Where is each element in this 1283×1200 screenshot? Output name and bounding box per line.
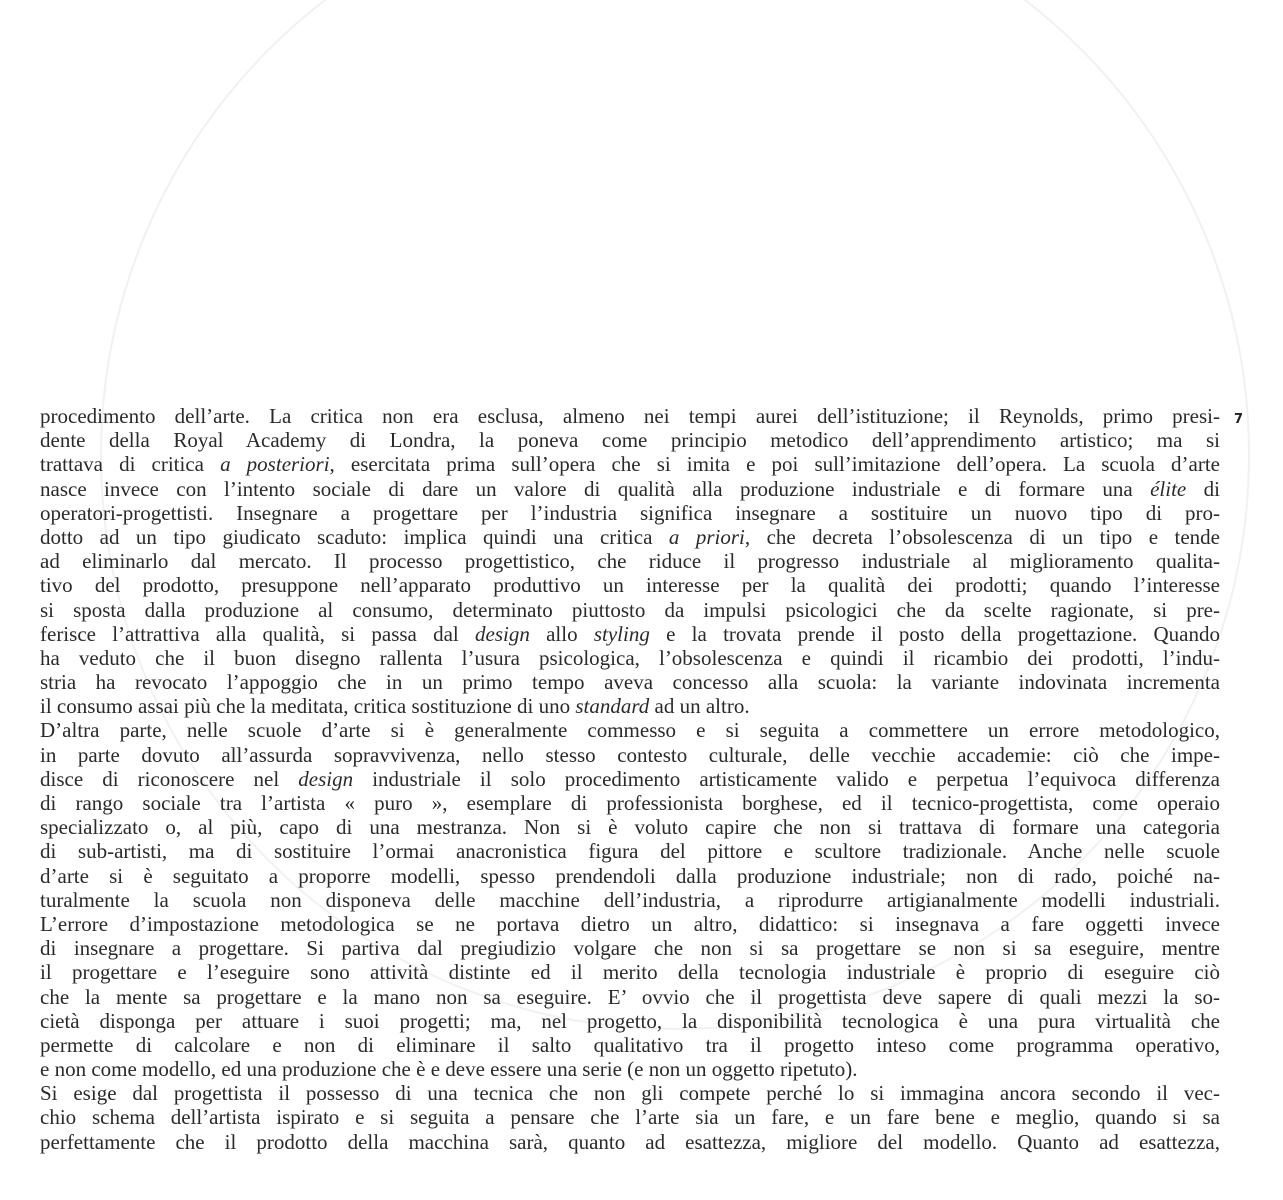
italic-term: a posteriori: [220, 452, 330, 477]
text-line: [40, 985, 1220, 1009]
text-segment: industriale il solo procedimento artisticamente valido e perpetua l’equivoca differenza: [353, 766, 1220, 791]
text-segment: di: [1186, 476, 1220, 501]
text-segment: dente della Royal Academy di Londra, la poneva come principio metodico dell’apprendimento artistico; ma si: [40, 428, 1220, 453]
text-segment: di insegnare a progettare. Si partiva dal pregiudizio volgare che non si sa progettare se non si sa eseguire, mentre: [40, 936, 1220, 961]
text-line: [40, 452, 1220, 476]
text-segment: permette di calcolare e non di eliminare il salto qualitativo tra il progetto inteso come programma operativo,: [40, 1032, 1220, 1057]
text-segment: che la mente sa progettare e la mano non sa eseguire. E’ ovvio che il progettista deve sapere di quali mezzi la so-: [40, 984, 1220, 1009]
text-segment: e non come modello, ed una produzione che è e deve essere una serie (e non un oggetto ripetuto).: [40, 1057, 858, 1082]
text-line: [40, 525, 1220, 549]
text-line: [40, 1105, 1220, 1129]
text-segment: d’arte si è seguitato a proporre modelli, spesso prendendoli dalla produzione industriale; non di rado, poiché na-: [40, 863, 1220, 888]
text-segment: e la trovata prende il posto della progettazione. Quando: [649, 621, 1220, 646]
text-line: [40, 501, 1220, 525]
text-line: [40, 718, 1220, 742]
text-line: [40, 477, 1220, 501]
text-segment: nasce invece con l’intento sociale di dare un valore di qualità alla produzione industriale e di formare una: [40, 476, 1151, 501]
text-line: [40, 743, 1220, 767]
text-line: [40, 815, 1220, 839]
text-segment: D’altra parte, nelle scuole d’arte si è generalmente commesso e si seguita a commettere un errore metodologico,: [40, 718, 1220, 743]
italic-term: design: [298, 766, 354, 791]
text-segment: procedimento dell’arte. La critica non era esclusa, almeno nei tempi aurei dell’istituzione; il Reynolds, primo presi-: [40, 404, 1220, 428]
text-line: [40, 598, 1220, 622]
text-line: [40, 1033, 1220, 1057]
italic-term: élite: [1150, 476, 1187, 501]
text-line: [40, 1009, 1220, 1033]
text-segment: in parte dovuto all’assurda sopravvivenza, nello stesso contesto culturale, delle vecchie accademie: ciò che impe-: [40, 742, 1220, 767]
text-segment: specializzato o, al più, capo di una mestranza. Non si è voluto capire che non si trattava di formare una categoria: [40, 815, 1220, 840]
text-segment: il progettare e l’eseguire sono attività distinte ed il merito della tecnologia industriale è proprio di eseguire ciò: [40, 960, 1220, 985]
text-segment: trattava di critica: [40, 452, 221, 477]
italic-term: design: [475, 621, 530, 646]
text-segment: dotto ad un tipo giudicato scaduto: implica quindi una critica: [40, 524, 669, 549]
body-text: [40, 404, 1220, 1154]
text-segment: ha veduto che il buon disegno rallenta l’usura psicologica, l’obsolescenza e quindi il ricambio dei prodotti, l’indu-: [40, 645, 1220, 670]
text-line: [40, 428, 1220, 452]
text-segment: perfettamente che il prodotto della macchina sarà, quanto ad esattezza, migliore del modello. Quanto ad esattezza,: [40, 1129, 1220, 1154]
italic-term: standard: [575, 694, 650, 719]
text-segment: tivo del prodotto, presuppone nell’apparato produttivo un interesse per la qualità dei prodotti; quando l’interesse: [40, 573, 1220, 598]
text-segment: operatori-progettisti. Insegnare a progettare per l’industria significa insegnare a sostituire un nuovo tipo di pro-: [40, 500, 1220, 525]
text-segment: il consumo assai più che la meditata, critica sostituzione di uno: [40, 694, 576, 719]
text-line: [40, 694, 1220, 718]
text-line: [40, 888, 1220, 912]
text-line: [40, 864, 1220, 888]
text-line: [40, 549, 1220, 573]
text-segment: , che decreta l’obsolescenza di un tipo e tende: [744, 524, 1220, 549]
text-segment: di rango sociale tra l’artista « puro », esemplare di professionista borghese, ed il tecnico-progettista, come operaio: [40, 791, 1220, 815]
page-number: 7: [1234, 412, 1244, 427]
text-segment: turalmente la scuola non disponeva delle macchine dell’industria, a riprodurre artigianalmente modelli industriali.: [40, 887, 1220, 912]
text-segment: , esercitata prima sull’opera che si imita e poi sull’imitazione dell’opera. La scuola d’arte: [329, 452, 1220, 477]
text-line: [40, 1081, 1220, 1105]
text-segment: ad eliminarlo dal mercato. Il processo progettistico, che riduce il progresso industriale al miglioramento qualita-: [40, 549, 1220, 574]
text-segment: stria ha revocato l’appoggio che in un primo tempo aveva concesso alla scuola: la variante indovinata incrementa: [40, 670, 1220, 695]
text-line: [40, 1057, 1220, 1081]
text-line: [40, 960, 1220, 984]
text-segment: disce di riconoscere nel: [40, 766, 299, 791]
text-line: [40, 573, 1220, 597]
text-segment: L’errore d’impostazione metodologica se ne portava dietro un altro, didattico: si insegnava a fare oggetti invece: [40, 911, 1220, 936]
text-segment: di sub-artisti, ma di sostituire l’ormai anacronistica figura del pittore e scultore tradizionale. Anche nelle scuole: [40, 839, 1220, 864]
text-segment: cietà disponga per attuare i suoi progetti; ma, nel progetto, la disponibilità tecnologica è una pura virtualità che: [40, 1008, 1220, 1033]
text-line: [40, 646, 1220, 670]
text-line: [40, 912, 1220, 936]
text-segment: Si esige dal progettista il possesso di una tecnica che non gli compete perché lo si immagina ancora secondo il vec-: [40, 1081, 1220, 1106]
italic-term: a priori: [668, 524, 745, 549]
text-segment: si sposta dalla produzione al consumo, determinato piuttosto da impulsi psicologici che da scelte ragionate, si pre-: [40, 597, 1220, 622]
text-line: [40, 404, 1220, 428]
text-line: [40, 936, 1220, 960]
text-line: [40, 767, 1220, 791]
text-line: [40, 1130, 1220, 1154]
text-segment: allo: [529, 621, 594, 646]
text-line: [40, 622, 1220, 646]
text-line: [40, 839, 1220, 863]
italic-term: styling: [593, 621, 650, 646]
text-line: [40, 791, 1220, 815]
text-segment: ferisce l’attrattiva alla qualità, si passa dal: [40, 621, 476, 646]
text-line: [40, 670, 1220, 694]
text-segment: ad un altro.: [649, 694, 750, 719]
text-segment: chio schema dell’artista ispirato e si seguita a pensare che l’arte sia un fare, e un fare bene e meglio, quando si sa: [40, 1105, 1220, 1130]
